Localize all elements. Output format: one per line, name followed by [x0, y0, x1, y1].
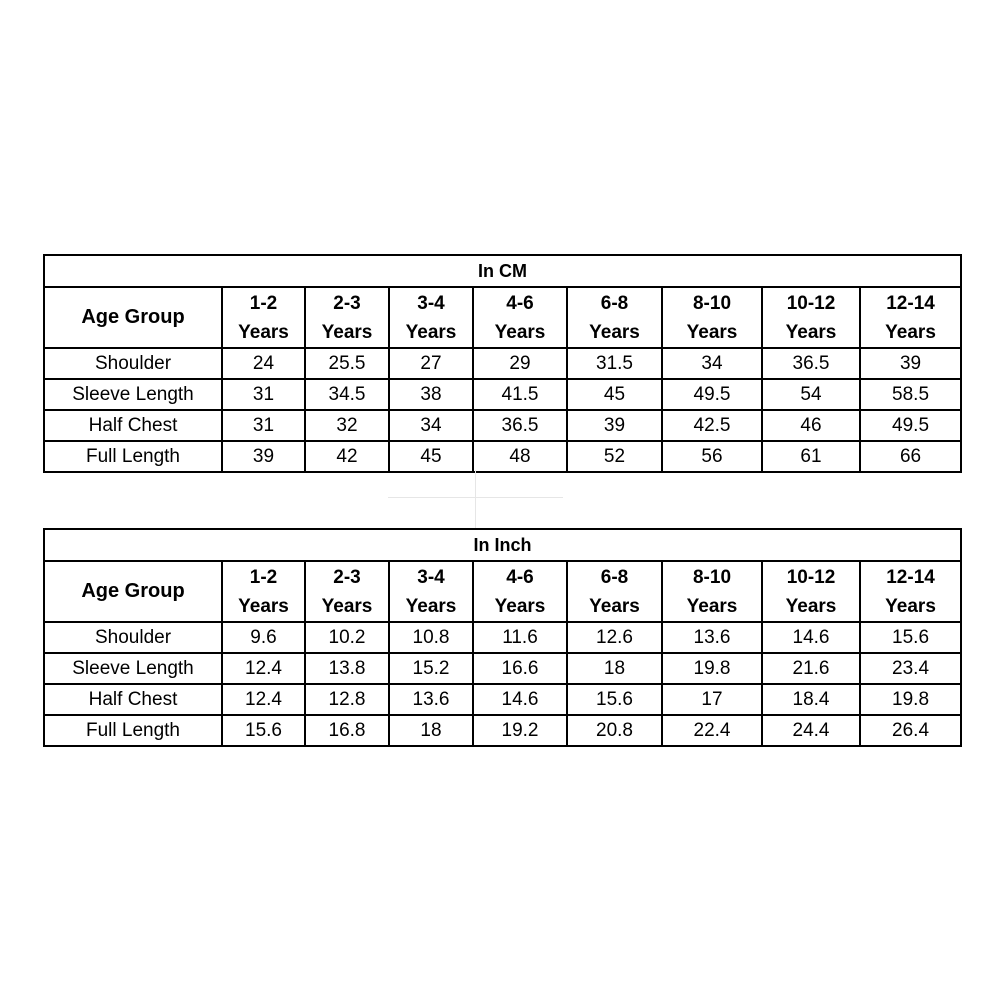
table-cell: 27	[389, 348, 473, 379]
table-cell: 16.6	[473, 653, 567, 684]
age-range: 10-12	[786, 566, 836, 588]
table-cell: 13.6	[662, 622, 762, 653]
faint-guide-line	[475, 470, 476, 528]
table-cell: 10.8	[389, 622, 473, 653]
table-cell: 15.6	[222, 715, 305, 746]
table-header-row	[44, 287, 961, 348]
row-label: Full Length	[44, 715, 222, 746]
size-table-cm	[43, 254, 962, 473]
column-header	[662, 287, 762, 348]
table-cell: 12.4	[222, 653, 305, 684]
table-cell: 24.4	[762, 715, 860, 746]
age-group-header: Age Group	[44, 561, 222, 622]
age-unit: Years	[494, 595, 546, 617]
table-cell: 15.6	[860, 622, 961, 653]
row-label: Shoulder	[44, 348, 222, 379]
table-row	[44, 684, 961, 715]
age-range: 6-8	[600, 292, 629, 314]
age-range: 6-8	[600, 566, 629, 588]
table-row	[44, 348, 961, 379]
age-range: 8-10	[692, 566, 732, 588]
table-cell: 66	[860, 441, 961, 472]
table-cell: 12.8	[305, 684, 389, 715]
table-row	[44, 379, 961, 410]
table-cell: 36.5	[473, 410, 567, 441]
table-row	[44, 622, 961, 653]
age-range: 10-12	[786, 292, 836, 314]
table-cell: 42.5	[662, 410, 762, 441]
row-label: Half Chest	[44, 410, 222, 441]
row-label: Sleeve Length	[44, 379, 222, 410]
age-unit: Years	[238, 321, 289, 343]
column-header	[662, 561, 762, 622]
table-cell: 14.6	[762, 622, 860, 653]
table-cell: 19.8	[662, 653, 762, 684]
table-cell: 39	[222, 441, 305, 472]
table-cell: 49.5	[860, 410, 961, 441]
column-header	[305, 287, 389, 348]
table-cell: 9.6	[222, 622, 305, 653]
size-table-inch	[43, 528, 962, 747]
age-range: 3-4	[417, 566, 445, 588]
column-header	[222, 287, 305, 348]
table-cell: 45	[389, 441, 473, 472]
table-cell: 20.8	[567, 715, 662, 746]
table-cell: 46	[762, 410, 860, 441]
table-caption: In CM	[44, 255, 961, 287]
table-cell: 41.5	[473, 379, 567, 410]
table-cell: 11.6	[473, 622, 567, 653]
age-range: 1-2	[249, 292, 278, 314]
table-cell: 22.4	[662, 715, 762, 746]
age-range: 12-14	[886, 292, 935, 314]
column-header	[305, 561, 389, 622]
table-cell: 13.6	[389, 684, 473, 715]
table-cell: 42	[305, 441, 389, 472]
table-cell: 36.5	[762, 348, 860, 379]
table-cell: 16.8	[305, 715, 389, 746]
table-cell: 31.5	[567, 348, 662, 379]
age-range: 4-6	[506, 566, 534, 588]
table-cell: 26.4	[860, 715, 961, 746]
table-cell: 13.8	[305, 653, 389, 684]
table-row	[44, 410, 961, 441]
table-cell: 48	[473, 441, 567, 472]
table-cell: 25.5	[305, 348, 389, 379]
age-unit: Years	[405, 321, 457, 343]
age-group-header: Age Group	[44, 287, 222, 348]
table-cell: 61	[762, 441, 860, 472]
table-cell: 31	[222, 410, 305, 441]
column-header	[389, 561, 473, 622]
table-cell: 32	[305, 410, 389, 441]
age-unit: Years	[686, 321, 738, 343]
age-unit: Years	[494, 321, 546, 343]
table-cell: 15.6	[567, 684, 662, 715]
age-range: 2-3	[333, 566, 361, 588]
row-label: Shoulder	[44, 622, 222, 653]
table-cell: 18	[389, 715, 473, 746]
table-cell: 12.6	[567, 622, 662, 653]
table-cell: 34	[389, 410, 473, 441]
table-row	[44, 715, 961, 746]
table-cell: 31	[222, 379, 305, 410]
table-cell: 18	[567, 653, 662, 684]
row-label: Sleeve Length	[44, 653, 222, 684]
age-unit: Years	[885, 595, 936, 617]
table-cell: 54	[762, 379, 860, 410]
age-range: 4-6	[506, 292, 534, 314]
table-cell: 38	[389, 379, 473, 410]
age-unit: Years	[589, 321, 640, 343]
age-unit: Years	[785, 321, 837, 343]
table-cell: 39	[567, 410, 662, 441]
table-cell: 34	[662, 348, 762, 379]
table-cell: 34.5	[305, 379, 389, 410]
column-header	[473, 287, 567, 348]
table-row	[44, 441, 961, 472]
table-cell: 21.6	[762, 653, 860, 684]
table-cell: 58.5	[860, 379, 961, 410]
table-cell: 39	[860, 348, 961, 379]
age-range: 2-3	[333, 292, 361, 314]
table-cell: 15.2	[389, 653, 473, 684]
column-header	[222, 561, 305, 622]
column-header	[567, 561, 662, 622]
age-range: 12-14	[886, 566, 935, 588]
table-cell: 19.2	[473, 715, 567, 746]
table-header-row	[44, 561, 961, 622]
age-unit: Years	[885, 321, 936, 343]
table-caption-row	[44, 529, 961, 561]
table-cell: 56	[662, 441, 762, 472]
table-cell: 52	[567, 441, 662, 472]
column-header	[762, 561, 860, 622]
age-unit: Years	[589, 595, 640, 617]
table-cell: 12.4	[222, 684, 305, 715]
table-cell: 14.6	[473, 684, 567, 715]
age-range: 3-4	[417, 292, 445, 314]
table-cell: 19.8	[860, 684, 961, 715]
column-header	[473, 561, 567, 622]
column-header	[567, 287, 662, 348]
age-unit: Years	[321, 321, 373, 343]
table-cell: 23.4	[860, 653, 961, 684]
column-header	[860, 287, 961, 348]
row-label: Half Chest	[44, 684, 222, 715]
table-cell: 49.5	[662, 379, 762, 410]
age-unit: Years	[238, 595, 289, 617]
table-cell: 17	[662, 684, 762, 715]
age-unit: Years	[321, 595, 373, 617]
table-caption: In Inch	[44, 529, 961, 561]
column-header	[762, 287, 860, 348]
age-unit: Years	[405, 595, 457, 617]
age-unit: Years	[686, 595, 738, 617]
row-label: Full Length	[44, 441, 222, 472]
table-cell: 10.2	[305, 622, 389, 653]
column-header	[860, 561, 961, 622]
table-cell: 18.4	[762, 684, 860, 715]
table-cell: 29	[473, 348, 567, 379]
table-cell: 24	[222, 348, 305, 379]
table-cell: 45	[567, 379, 662, 410]
age-range: 8-10	[692, 292, 732, 314]
age-range: 1-2	[249, 566, 278, 588]
age-unit: Years	[785, 595, 837, 617]
table-row	[44, 653, 961, 684]
table-caption-row	[44, 255, 961, 287]
column-header	[389, 287, 473, 348]
